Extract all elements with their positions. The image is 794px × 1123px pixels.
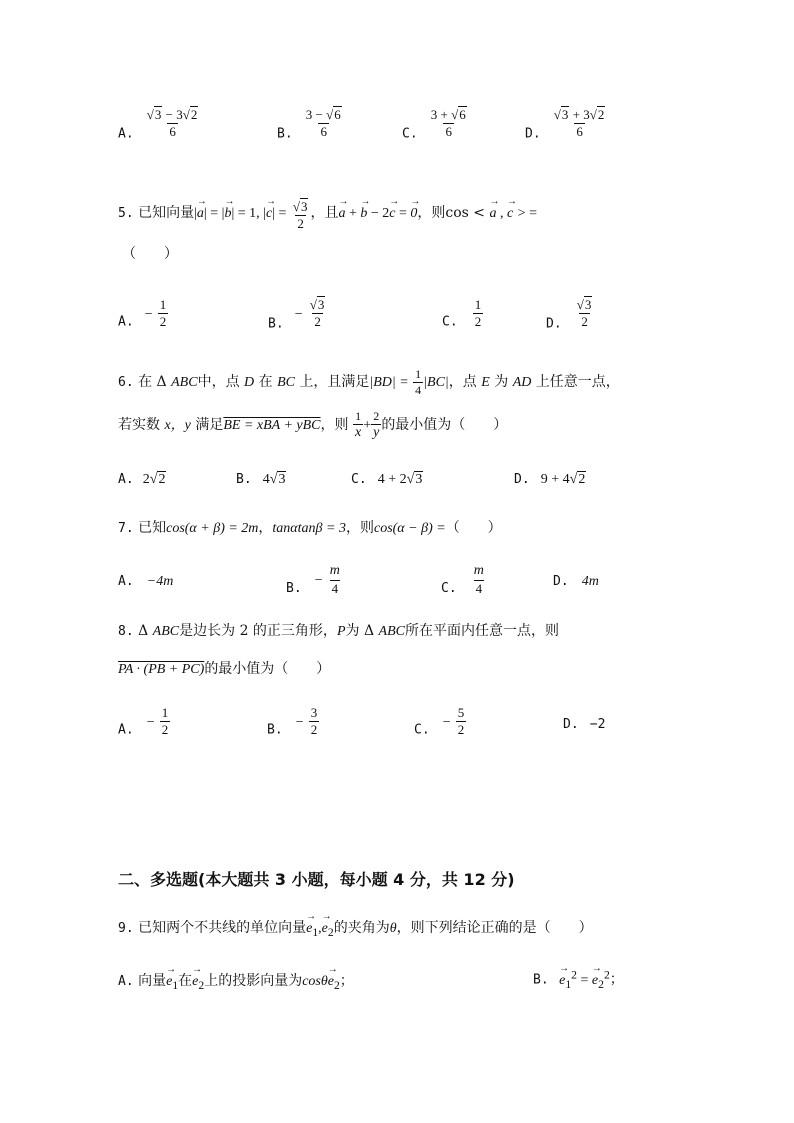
- option-label: A.: [118, 574, 134, 589]
- question-number: 9.: [118, 921, 134, 936]
- fraction: $\frac{2}{y}$: [373, 409, 380, 440]
- q6-stem-line2: 若实数 x，y 满足BE = xBA + yBC，则 $\frac{1}{x}$ + $\frac{2}{y}$ 的最小值为（ ）: [118, 409, 508, 440]
- q4-option-c: [402, 108, 469, 142]
- q5-option-a: $_{A.}$ − $\frac{1}{2}$: [118, 297, 167, 330]
- fraction: $\frac{1}{2}$: [474, 297, 482, 329]
- option-label: A.: [118, 472, 134, 487]
- fraction: $\frac{m}{4}$: [329, 563, 340, 596]
- question-number: 5.: [118, 206, 134, 221]
- question-number: 7.: [118, 521, 134, 536]
- q5-option-b: $_{B.}$ − $\frac{√3}{2}$: [268, 298, 327, 332]
- q5-stem: 5. 已知向量|→ a| = |→ b| = 1, |→ c| = $\frac{√3}{2}$ ，且→ a + → b − 2→ c = → 0，则cos < → a , → c > =: [118, 200, 537, 230]
- option-label: A.: [118, 314, 134, 330]
- option-label: C.: [442, 314, 458, 330]
- option-label: C.: [351, 472, 367, 487]
- q7-option-b: $_{B.}$ − $\frac{m}{4}$: [286, 563, 340, 597]
- q7-stem: 7. 已知cos(α + β) = 2m，tanαtanβ = 3，则cos(α − β) =（ ）: [118, 520, 502, 536]
- option-label: D.: [514, 472, 530, 487]
- fraction: $\frac{3 + √6}{6}$: [430, 107, 466, 139]
- option-label: C.: [441, 581, 457, 597]
- q9-stem: 9. 已知两个不共线的单位向量→ $e_1,\to e_2$的夹角为θ，则下列结论正确的是（ ）: [118, 917, 593, 939]
- option-label: C.: [414, 722, 430, 738]
- q5-option-d: [546, 298, 594, 332]
- fraction: $\frac{√3}{2}$: [292, 199, 308, 231]
- section-heading: 二、多选题(本大题共 3 小题，每小题 4 分，共 12 分): [118, 870, 515, 889]
- fraction: $\frac{√3}{2}$: [309, 297, 325, 329]
- vector-equation: BE = xBA + yBC: [223, 418, 321, 434]
- q7-option-d: D. 4m: [553, 574, 599, 589]
- q6-option-c: C. 4 + 2√3: [351, 472, 423, 487]
- fraction: $\frac{√3 - 3√2}{6}$: [146, 107, 198, 139]
- q7-option-c: [441, 564, 486, 596]
- fraction: $\frac{1}{4}$: [415, 367, 422, 397]
- vector-expression: PA · (PB + PC): [118, 662, 205, 677]
- option-label: D.: [563, 717, 579, 732]
- fraction: $\frac{5}{2}$: [457, 705, 465, 737]
- q6-option-a: A. 2√2: [118, 472, 166, 487]
- option-label: D.: [525, 126, 541, 142]
- option-label: B.: [267, 722, 283, 738]
- q6-option-d: D. 9 + 4√2: [514, 472, 586, 487]
- q5-option-c: [442, 298, 483, 330]
- q4-option-d: [525, 108, 607, 142]
- option-label: B.: [236, 472, 252, 487]
- question-number: 6.: [118, 375, 134, 391]
- q9-option-a: A. 向量→ $e_1$在→ $e_2$上的投影向量为$\cos\theta\to e_2$；: [118, 970, 354, 992]
- fraction: $\frac{1}{2}$: [161, 705, 169, 737]
- fraction: $\frac{√3}{2}$: [576, 297, 592, 329]
- q8-stem-line1: 8. Δ ABC是边长为 2 的正三角形，P为 Δ ABC所在平面内任意一点，则: [118, 623, 559, 639]
- q6-stem-line1: 6. 在 Δ ABC中，点 D 在 BC 上，且满足|BD| = $\frac{1}{4}$ |BC|，点 E 为 AD 上任意一点，: [118, 367, 620, 397]
- q7-option-a: A. −4m: [118, 574, 174, 589]
- option-label: D.: [553, 574, 569, 589]
- option-label: B.: [533, 972, 549, 988]
- q8-option-c: $_{C.}$ − $\frac{5}{2}$: [414, 705, 465, 738]
- option-label: B.: [277, 126, 293, 142]
- fraction: $\frac{m}{4}$: [473, 563, 484, 596]
- option-label: C.: [402, 126, 418, 142]
- fraction: $\frac{3 - √6}{6}$: [305, 107, 341, 139]
- fraction: $\frac{1}{x}$: [354, 409, 362, 440]
- q8-option-b: $_{B.}$ − $\frac{3}{2}$: [267, 705, 318, 738]
- q9-option-b: B. → $e_1^2$ = → $e_2^2$；: [533, 968, 624, 990]
- option-label: D.: [546, 316, 562, 332]
- fraction: $\frac{√3 + 3√2}{6}$: [553, 107, 605, 139]
- option-label: A.: [118, 974, 134, 989]
- q4-option-a: [118, 108, 200, 142]
- option-label: A.: [118, 126, 134, 142]
- q8-stem-line2: PA · (PB + PC)的最小值为（ ）: [118, 661, 331, 677]
- fraction: $\frac{1}{2}$: [159, 297, 167, 329]
- question-number: 8.: [118, 624, 134, 639]
- q8-option-d: D. −2: [563, 717, 606, 732]
- option-label: B.: [268, 316, 284, 332]
- q5-answer-paren: （ ）: [122, 246, 178, 262]
- option-label: B.: [286, 581, 302, 597]
- q8-option-a: $_{A.}$ − $\frac{1}{2}$: [118, 705, 169, 738]
- fraction: $\frac{3}{2}$: [310, 705, 318, 737]
- q4-option-b: [277, 108, 344, 142]
- option-label: A.: [118, 722, 134, 738]
- q6-option-b: B. 4√3: [236, 472, 286, 487]
